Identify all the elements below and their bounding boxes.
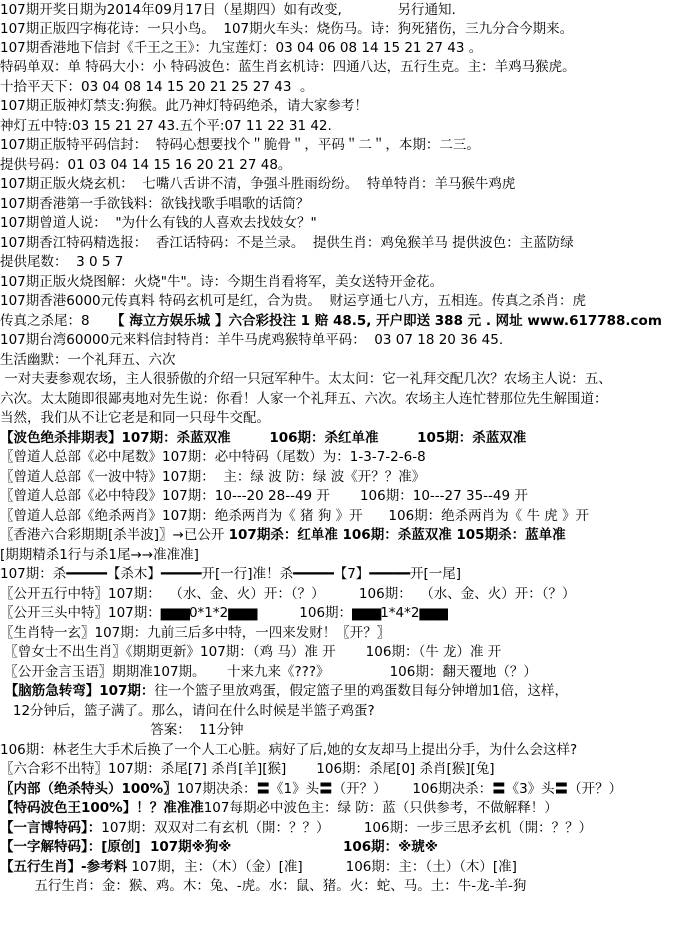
text-line (0, 408, 270, 428)
text-line (0, 330, 503, 350)
text-line (0, 701, 375, 721)
text-segment: 生活幽默：一个礼拜五、六次 (0, 352, 176, 368)
text-segment: [期期精杀1行与杀1尾→→准准准] (0, 547, 199, 563)
text-line (0, 135, 480, 155)
text-segment: ▆▆▆ (419, 605, 448, 621)
text-segment: 107期香江特码精选报： 香江话特码：不是兰录。 提供生肖：鸡兔猴羊马 提供波色：主蓝防绿 (0, 235, 574, 251)
text-line (0, 584, 576, 604)
text-line (0, 564, 461, 584)
text-segment: 107期：双双对二有玄机（開：？？） 106期：一步三思矛玄机（開：？？） (101, 820, 593, 836)
text-line (0, 779, 622, 799)
text-line (0, 720, 243, 740)
text-segment: 〖曾道人总部《必中特段》107期：10---20 28--49 开 106期：10---27 35--49 开 (0, 488, 528, 504)
text-segment (231, 839, 343, 855)
text-line (0, 623, 390, 643)
text-segment (231, 430, 270, 446)
text-line (0, 642, 501, 662)
text-segment: 〖内部（绝杀特头）100%〗 (0, 781, 177, 797)
text-segment: 〖公开金言玉语〗期期准107期。 十来九来《???》 106期：翻天覆地（？） (0, 664, 537, 680)
text-segment: 107期：杀━━━━━【杀木】━━━━━开[一行]准！杀━━━━━【7】━━━━━开[一尾] (0, 566, 461, 582)
text-line (0, 857, 517, 877)
text-segment: 【波色绝杀排期表】 (0, 430, 122, 446)
text-segment: 107期香港6000元传真料 特码玄机可是红，合为贵。 财运亨通七八方，五相连。传真之杀肖：虎 (0, 293, 586, 309)
text-line (0, 506, 589, 526)
text-segment: 【一言博特码】： (0, 820, 102, 836)
text-line (0, 818, 592, 838)
text-line (0, 545, 199, 565)
text-segment: ▆▆▆ (228, 605, 257, 621)
text-segment: 107期正版神灯禁支:狗猴。此乃神灯特码绝杀，请大家参考！ (0, 98, 368, 114)
text-segment: 【特码波色王100%】！？准准准 (0, 800, 204, 816)
text-segment: 五行生肖：金：猴、鸡。木：兔、-虎。水：鼠、猪。火：蛇、马。土：牛-龙-羊-狗 (0, 878, 527, 894)
text-segment: 十拾平天下：03 04 08 14 15 20 21 25 27 43 。 (0, 79, 314, 95)
text-segment: 107期杀：红单准 106期：杀蓝双准 105期杀：蓝单准 (228, 527, 566, 543)
text-line (0, 155, 291, 175)
text-segment (379, 430, 418, 446)
text-segment: 提供号码：01 03 04 14 15 16 20 21 27 48。 (0, 157, 292, 173)
text-line (0, 486, 528, 506)
text-segment: 〖生肖特一玄〗107期：九前三后多中特，一四来发财！〖开？〗 (0, 625, 391, 641)
text-line (0, 662, 537, 682)
text-segment: 106期：林老生大手术后换了一个人工心脏。病好了后,她的女友却马上提出分手，为什么会这样? (0, 742, 578, 758)
text-segment: 〖曾道人总部《一波中特》107期： 主：绿 波 防：绿 波《开？？准》 (0, 469, 426, 485)
text-segment: 107期台湾60000元来料信封特肖：羊牛马虎鸡猴特单平码： 03 07 18 20 36 45. (0, 332, 504, 348)
text-segment: 107期：杀蓝双准 (121, 430, 231, 446)
text-line (0, 837, 438, 857)
text-segment: 107每期必中波色主：绿 防：蓝（只供参考，不做解释！） (203, 800, 558, 816)
text-segment: 【 海立方娱乐城 】六合彩投注 1 赔 48.5, 开户即送 388 元 . 网址 www.617788.com (111, 313, 662, 329)
text-line (0, 19, 573, 39)
text-line (0, 311, 662, 331)
text-line (0, 174, 515, 194)
text-segment: 传真之杀尾：8 (0, 313, 112, 329)
text-line (0, 57, 576, 77)
text-segment: 107期正版火烧玄机： 七嘴八舌讲不清，争强斗胜雨纷纷。 特单特肖：羊马猴牛鸡虎 (0, 176, 516, 192)
text-line (0, 272, 443, 292)
text-segment: 〖曾道人总部《必中尾数》107期：必中特码（尾数）为：1-3-7-2-6-8 (0, 449, 426, 465)
text-segment: 1*4*2 (380, 605, 420, 621)
text-segment: 〖公开五行中特〗107期： （水、金、火）开：（？） 106期： （水、金、火）开：（？） (0, 586, 576, 602)
text-line (0, 876, 526, 896)
text-segment: 107期香港第一手欲钱料：欲钱找歌手唱歌的话筒？ (0, 196, 310, 212)
text-segment: 特码单双：单 特码大小：小 特码波色：蓝生肖玄机诗：四通八达，五行生克。主：羊鸡马猴虎。 (0, 59, 576, 75)
text-segment: ▆▆▆ (352, 605, 381, 621)
text-line (0, 350, 176, 370)
text-segment: 一对夫妻参观农场，主人很骄傲的介绍一只冠军种牛。太太问：它一礼拜交配几次？农场主人说：五、 (0, 371, 612, 387)
text-line (0, 740, 577, 760)
text-segment: 【脑筋急转弯】107期： (0, 683, 155, 699)
text-segment: ▆▆▆ (160, 605, 189, 621)
text-segment: 〖曾女士不出生肖〗《期期更新》107期：（鸡 马）准 开 106期：（牛 龙）准 开 (0, 644, 502, 660)
text-line (0, 603, 448, 623)
text-segment: 【五行生肖】-参考料 (0, 859, 128, 875)
text-line (0, 0, 456, 20)
text-segment: 106期： (256, 605, 353, 621)
text-line (0, 369, 612, 389)
text-line (0, 38, 482, 58)
text-segment: 答案： 11分钟 (0, 722, 244, 738)
text-line (0, 389, 608, 409)
text-line (0, 759, 495, 779)
text-segment: 106期：杀红单准 (269, 430, 379, 446)
text-line (0, 77, 314, 97)
text-line (0, 467, 425, 487)
text-line (0, 798, 558, 818)
text-line (0, 233, 574, 253)
text-segment: 105期：杀蓝双准 (417, 430, 527, 446)
text-line (0, 252, 123, 272)
text-segment: 107期香港地下信封《千王之王》：九宝莲灯：03 04 06 08 14 15 21 27 43 。 (0, 40, 483, 56)
text-segment: 0*1*2 (188, 605, 229, 621)
text-line (0, 291, 586, 311)
text-line (0, 96, 368, 116)
text-line (0, 681, 568, 701)
text-segment: 〖公开三头中特〗107期： (0, 605, 161, 621)
text-segment: 107期开奖日期为2014年09月17日（星期四）如有改变, 另行通知. (0, 2, 456, 18)
text-segment: 107期正版四字梅花诗：一只小鸟。 107期火车头：烧伤马。诗：狗死猪伤，三九分合今期来。 (0, 21, 574, 37)
text-line (0, 525, 566, 545)
text-segment: 往一个篮子里放鸡蛋，假定篮子里的鸡蛋数目每分钟增加1倍，这样， (154, 683, 568, 699)
text-segment: 六次。太太随即很鄙夷地对先生说：你看！人家一个礼拜五、六次。农场主人连忙替那位先生解围道： (0, 391, 608, 407)
text-segment: 提供尾数： 3 0 5 7 (0, 254, 124, 270)
text-line (0, 447, 426, 467)
text-segment: 107期决杀：〓《1》头〓（开？） 106期决杀：〓《3》头〓（开？） (176, 781, 623, 797)
text-line (0, 428, 526, 448)
text-line (0, 194, 309, 214)
text-segment: 107期正版火烧图解：火烧"牛"。诗：今期生肖看将军，美女送特开金花。 (0, 274, 444, 290)
text-segment: 神灯五中特:03 15 21 27 43.五个平:07 11 22 31 42. (0, 118, 332, 134)
text-segment: 12分钟后，篮子满了。那么，请问在什么时候是半篮子鸡蛋? (0, 703, 375, 719)
text-segment: 【一字解特码】：[原创] 107期※狗※ (0, 839, 232, 855)
text-segment: 107期曾道人说： "为什么有钱的人喜欢去找妓女？" (0, 215, 317, 231)
text-segment: 当然，我们从不让它老是和同一只母牛交配。 (0, 410, 270, 426)
text-segment: 107期，主：（木）（金）[准] 106期：主：（土）（木）[准] (127, 859, 517, 875)
text-segment: 〖香港六合彩期期[杀半波]〗→已公开 (0, 527, 229, 543)
text-segment: 〖曾道人总部《绝杀两肖》107期：绝杀两肖为《 猪 狗 》开 106期：绝杀两肖为《 牛 虎 》开 (0, 508, 590, 524)
text-line (0, 116, 332, 136)
text-segment: 〖六合彩不出特〗107期：杀尾[7] 杀肖[羊][猴] 106期：杀尾[0] 杀肖[猴][兔] (0, 761, 495, 777)
text-segment: 107期正版特平码信封： 特码心想要找个＂脆骨＂，平码＂二＂，本期：二三。 (0, 137, 480, 153)
text-line (0, 213, 317, 233)
text-segment: 106期：※琥※ (343, 839, 438, 855)
